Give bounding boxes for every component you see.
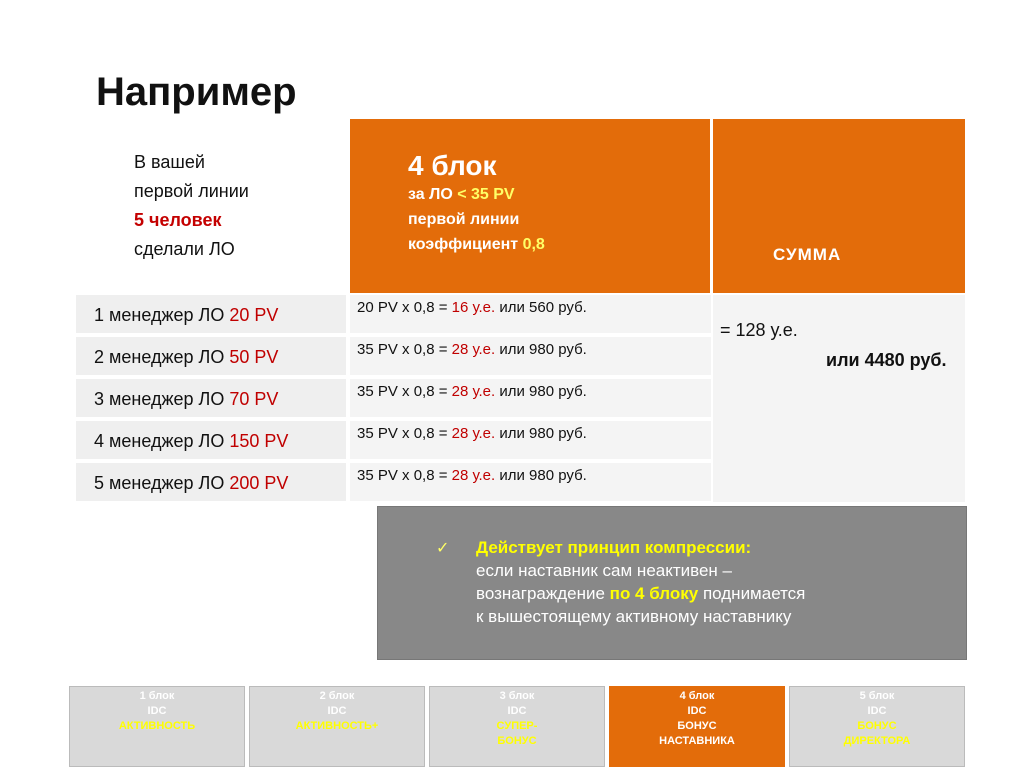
tab-block-4[interactable]: 4 блок IDC БОНУС НАСТАВНИКА xyxy=(609,686,785,767)
table-row-calc: 35 PV x 0,8 = 28 у.е. или 980 руб. xyxy=(350,379,711,419)
table-row: 4 менеджер ЛО 150 PV xyxy=(76,421,346,461)
sum-total-ue: = 128 у.е. xyxy=(720,320,798,340)
intro-line: первой линии xyxy=(134,181,249,201)
intro-text xyxy=(134,148,249,264)
page-title: Например xyxy=(96,70,297,114)
table-row: 3 менеджер ЛО 70 PV xyxy=(76,379,346,419)
note-heading: Действует принцип компрессии: xyxy=(476,538,752,557)
intro-line: В вашей xyxy=(134,152,205,172)
note-line: к вышестоящему активному наставнику xyxy=(476,607,792,626)
note-line: вознаграждение по 4 блоку поднимается xyxy=(476,584,806,603)
sum-label: СУММА xyxy=(773,245,842,264)
intro-line: сделали ЛО xyxy=(134,239,235,259)
sum-total-rub: или 4480 руб. xyxy=(826,350,947,370)
table-row: 2 менеджер ЛО 50 PV xyxy=(76,337,346,377)
block-coefficient: коэффициент 0,8 xyxy=(408,236,545,253)
table-row-calc: 35 PV x 0,8 = 28 у.е. или 980 руб. xyxy=(350,463,711,503)
tab-block-5[interactable]: 5 блок IDC БОНУС ДИРЕКТОРА xyxy=(789,686,965,767)
checkmark-icon: ✓ xyxy=(436,540,450,557)
compression-note-text xyxy=(476,536,805,628)
intro-highlight: 5 человек xyxy=(134,210,222,230)
block-header-cell xyxy=(350,119,710,293)
note-line: если наставник сам неактивен – xyxy=(476,561,732,580)
table-row-calc: 20 PV x 0,8 = 16 у.е. или 560 руб. xyxy=(350,295,711,335)
block-title: 4 блок xyxy=(408,150,497,181)
sum-header-cell xyxy=(713,119,965,293)
tab-block-3[interactable]: 3 блок IDC СУПЕР- БОНУС xyxy=(429,686,605,767)
table-row-calc: 35 PV x 0,8 = 28 у.е. или 980 руб. xyxy=(350,421,711,461)
tab-block-2[interactable]: 2 блок IDC АКТИВНОСТЬ+ xyxy=(249,686,425,767)
table-row: 1 менеджер ЛО 20 PV xyxy=(76,295,346,335)
block-line: первой линии xyxy=(408,211,520,228)
block-condition: за ЛО < 35 PV xyxy=(408,186,515,203)
table-row: 5 менеджер ЛО 200 PV xyxy=(76,463,346,503)
tab-block-1[interactable]: 1 блок IDC АКТИВНОСТЬ xyxy=(69,686,245,767)
table-row-calc: 35 PV x 0,8 = 28 у.е. или 980 руб. xyxy=(350,337,711,377)
